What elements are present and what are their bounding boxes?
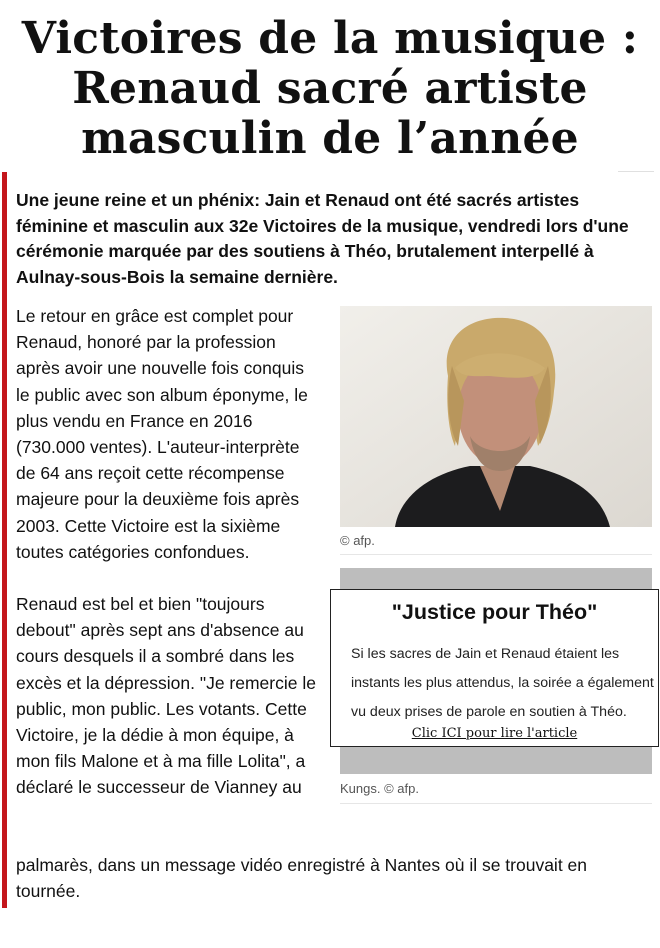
paragraph-continuation: palmarès, dans un message vidéo enregistré à Nantes où il se trouvait en tournée. [16, 855, 588, 902]
paragraph: Renaud est bel et bien "toujours debout" après sept ans d'absence au cours desquels il a sombré dans les excès et la dépression. "Je remercie le public, mon public. Les votants. Cette Victoire, je la dédie à mon équipe, à mon fils Malone et à ma fille Lolita", a déclaré le successeur de Vianney au [16, 594, 316, 798]
accent-bar [2, 172, 7, 908]
portrait-image [340, 306, 652, 527]
divider [340, 803, 652, 804]
photo-caption: © afp. [340, 533, 375, 548]
promo-box [330, 589, 659, 747]
divider [618, 171, 654, 172]
promo-line: vu deux prises de parole en soutien à Théo. [351, 704, 627, 720]
promo-line: instants les plus attendus, la soirée a également [351, 675, 654, 691]
promo-text [351, 640, 659, 727]
paragraph: Le retour en grâce est complet pour Renaud, honoré par la profession après avoir une nouvelle fois conquis le public avec son album éponyme, le plus vendu en France en 2016 (730.000 ventes). L'auteur-interprète de 64 ans reçoit cette récompense majeure pour la deuxième fois après 2003. Cette Victoire est la sixième toutes catégories confondues. [16, 306, 308, 562]
article-lead: Une jeune reine et un phénix: Jain et Renaud ont été sacrés artistes féminine et masculin aux 32e Victoires de la musique, vendredi lors d'une cérémonie marquée par des soutiens à Théo, brutalement interpellé à Aulnay-sous-Bois la semaine dernière. [16, 190, 629, 287]
headline: Victoires de la musique : Renaud sacré artiste masculin de l’année [21, 13, 639, 164]
article-body [16, 303, 321, 801]
photo-caption: Kungs. © afp. [340, 781, 419, 796]
divider [340, 554, 652, 555]
photo-renaud [340, 306, 652, 527]
promo-line: Si les sacres de Jain et Renaud étaient les [351, 646, 620, 662]
promo-title: "Justice pour Théo" [391, 600, 598, 624]
read-article-link[interactable]: Clic ICI pour lire l'article [411, 726, 578, 741]
